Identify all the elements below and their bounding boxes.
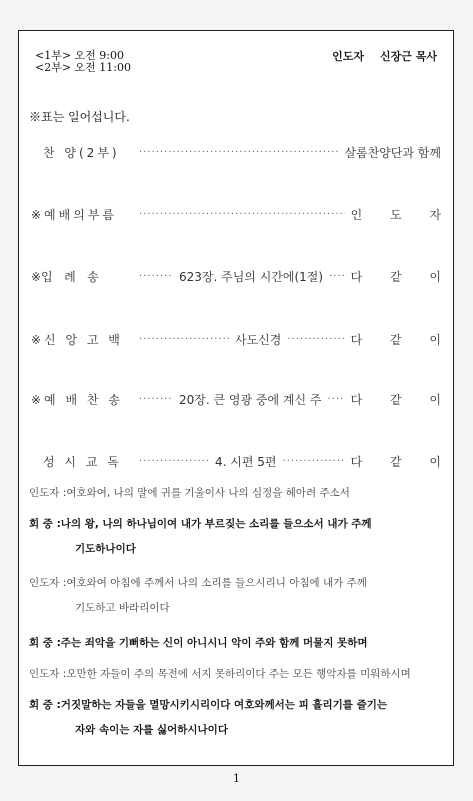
order-row (31, 330, 453, 348)
speaker: 인도자 : (29, 668, 67, 680)
reading-text: 거짓말하는 자들을 멸망시키시리이다 여호와께서는 피 흘리기를 즐기는 (60, 699, 388, 711)
leader-label: 인도자 (332, 50, 365, 63)
leader-dots (139, 394, 173, 405)
reading-text: 주는 죄악을 기뻐하는 신이 아니시니 악이 주와 함께 머물지 못하며 (60, 637, 368, 649)
leader-dots (283, 456, 345, 467)
responsive-line (29, 485, 443, 500)
leader-dots (287, 334, 344, 345)
order-label: ※예 배 찬 송 (31, 392, 123, 407)
service-time-1: <1부> 오전 9:00 (35, 49, 125, 62)
responsive-line (29, 516, 443, 556)
speaker: 회 중 : (29, 699, 61, 711)
standing-note: ※표는 일어섭니다. (29, 110, 130, 124)
order-label: 성 시 교 독 (43, 454, 122, 469)
reading-text: 여호와여 아침에 주께서 나의 소리를 들으시리니 아침에 내가 주께 (66, 577, 367, 589)
order-right: 살롬찬양단과 함께 (344, 145, 441, 160)
leader-info (332, 48, 437, 64)
page-number: 1 (233, 772, 240, 785)
order-label: ※예배의부름 (31, 207, 118, 222)
order-right: 다 같 이 (350, 454, 453, 469)
order-mid: 4. 시편 5편 (215, 454, 277, 469)
order-right: 다 같 이 (350, 269, 453, 284)
speaker: 인도자 : (29, 487, 67, 499)
order-mid: 사도신경 (235, 332, 282, 347)
reading-text-cont: 자와 속이는 자를 싫어하시나이다 (75, 724, 228, 736)
leader-dots (139, 271, 173, 282)
responsive-line (29, 697, 443, 737)
responsive-line (29, 666, 443, 681)
responsive-line (29, 635, 443, 650)
order-row (31, 267, 453, 285)
leader-dots (139, 456, 209, 467)
leader-dots (139, 147, 338, 158)
order-mid: 20장. 큰 영광 중에 계신 주 (179, 392, 322, 407)
speaker: 회 중 : (29, 518, 61, 530)
order-label: ※입 례 송 (31, 269, 99, 284)
responsive-line (29, 575, 443, 615)
order-right: 다 같 이 (350, 332, 453, 347)
order-row (31, 143, 441, 161)
order-mid: 623장. 주님의 시간에(1절) (179, 269, 324, 284)
reading-text: 여호와여, 나의 말에 귀를 기울이사 나의 심정을 헤아려 주소서 (66, 487, 350, 499)
leader-name: 신장근 목사 (380, 50, 437, 63)
leader-dots (328, 394, 345, 405)
leader-dots (329, 271, 345, 282)
speaker: 회 중 : (29, 637, 61, 649)
leader-dots (139, 209, 345, 220)
reading-text-cont: 기도하나이다 (75, 543, 136, 555)
reading-text: 오만한 자들이 주의 목전에 서지 못하리이다 주는 모든 행악자를 미워하시며 (66, 668, 411, 680)
bulletin-page (18, 30, 454, 766)
reading-text: 나의 왕, 나의 하나님이여 내가 부르짖는 소리를 들으소서 내가 주께 (60, 518, 372, 530)
service-time-2: <2부> 오전 11:00 (35, 61, 132, 74)
order-row (31, 205, 453, 223)
leader-dots (139, 334, 229, 345)
order-right: 다 같 이 (350, 392, 453, 407)
order-right: 인 도 자 (350, 207, 453, 222)
order-row (31, 390, 453, 408)
reading-text-cont: 기도하고 바라리이다 (75, 602, 170, 614)
order-row (31, 452, 453, 470)
order-label: ※신 앙 고 백 (31, 332, 123, 347)
order-label: 찬 양(2부) (43, 145, 120, 160)
speaker: 인도자 : (29, 577, 67, 589)
